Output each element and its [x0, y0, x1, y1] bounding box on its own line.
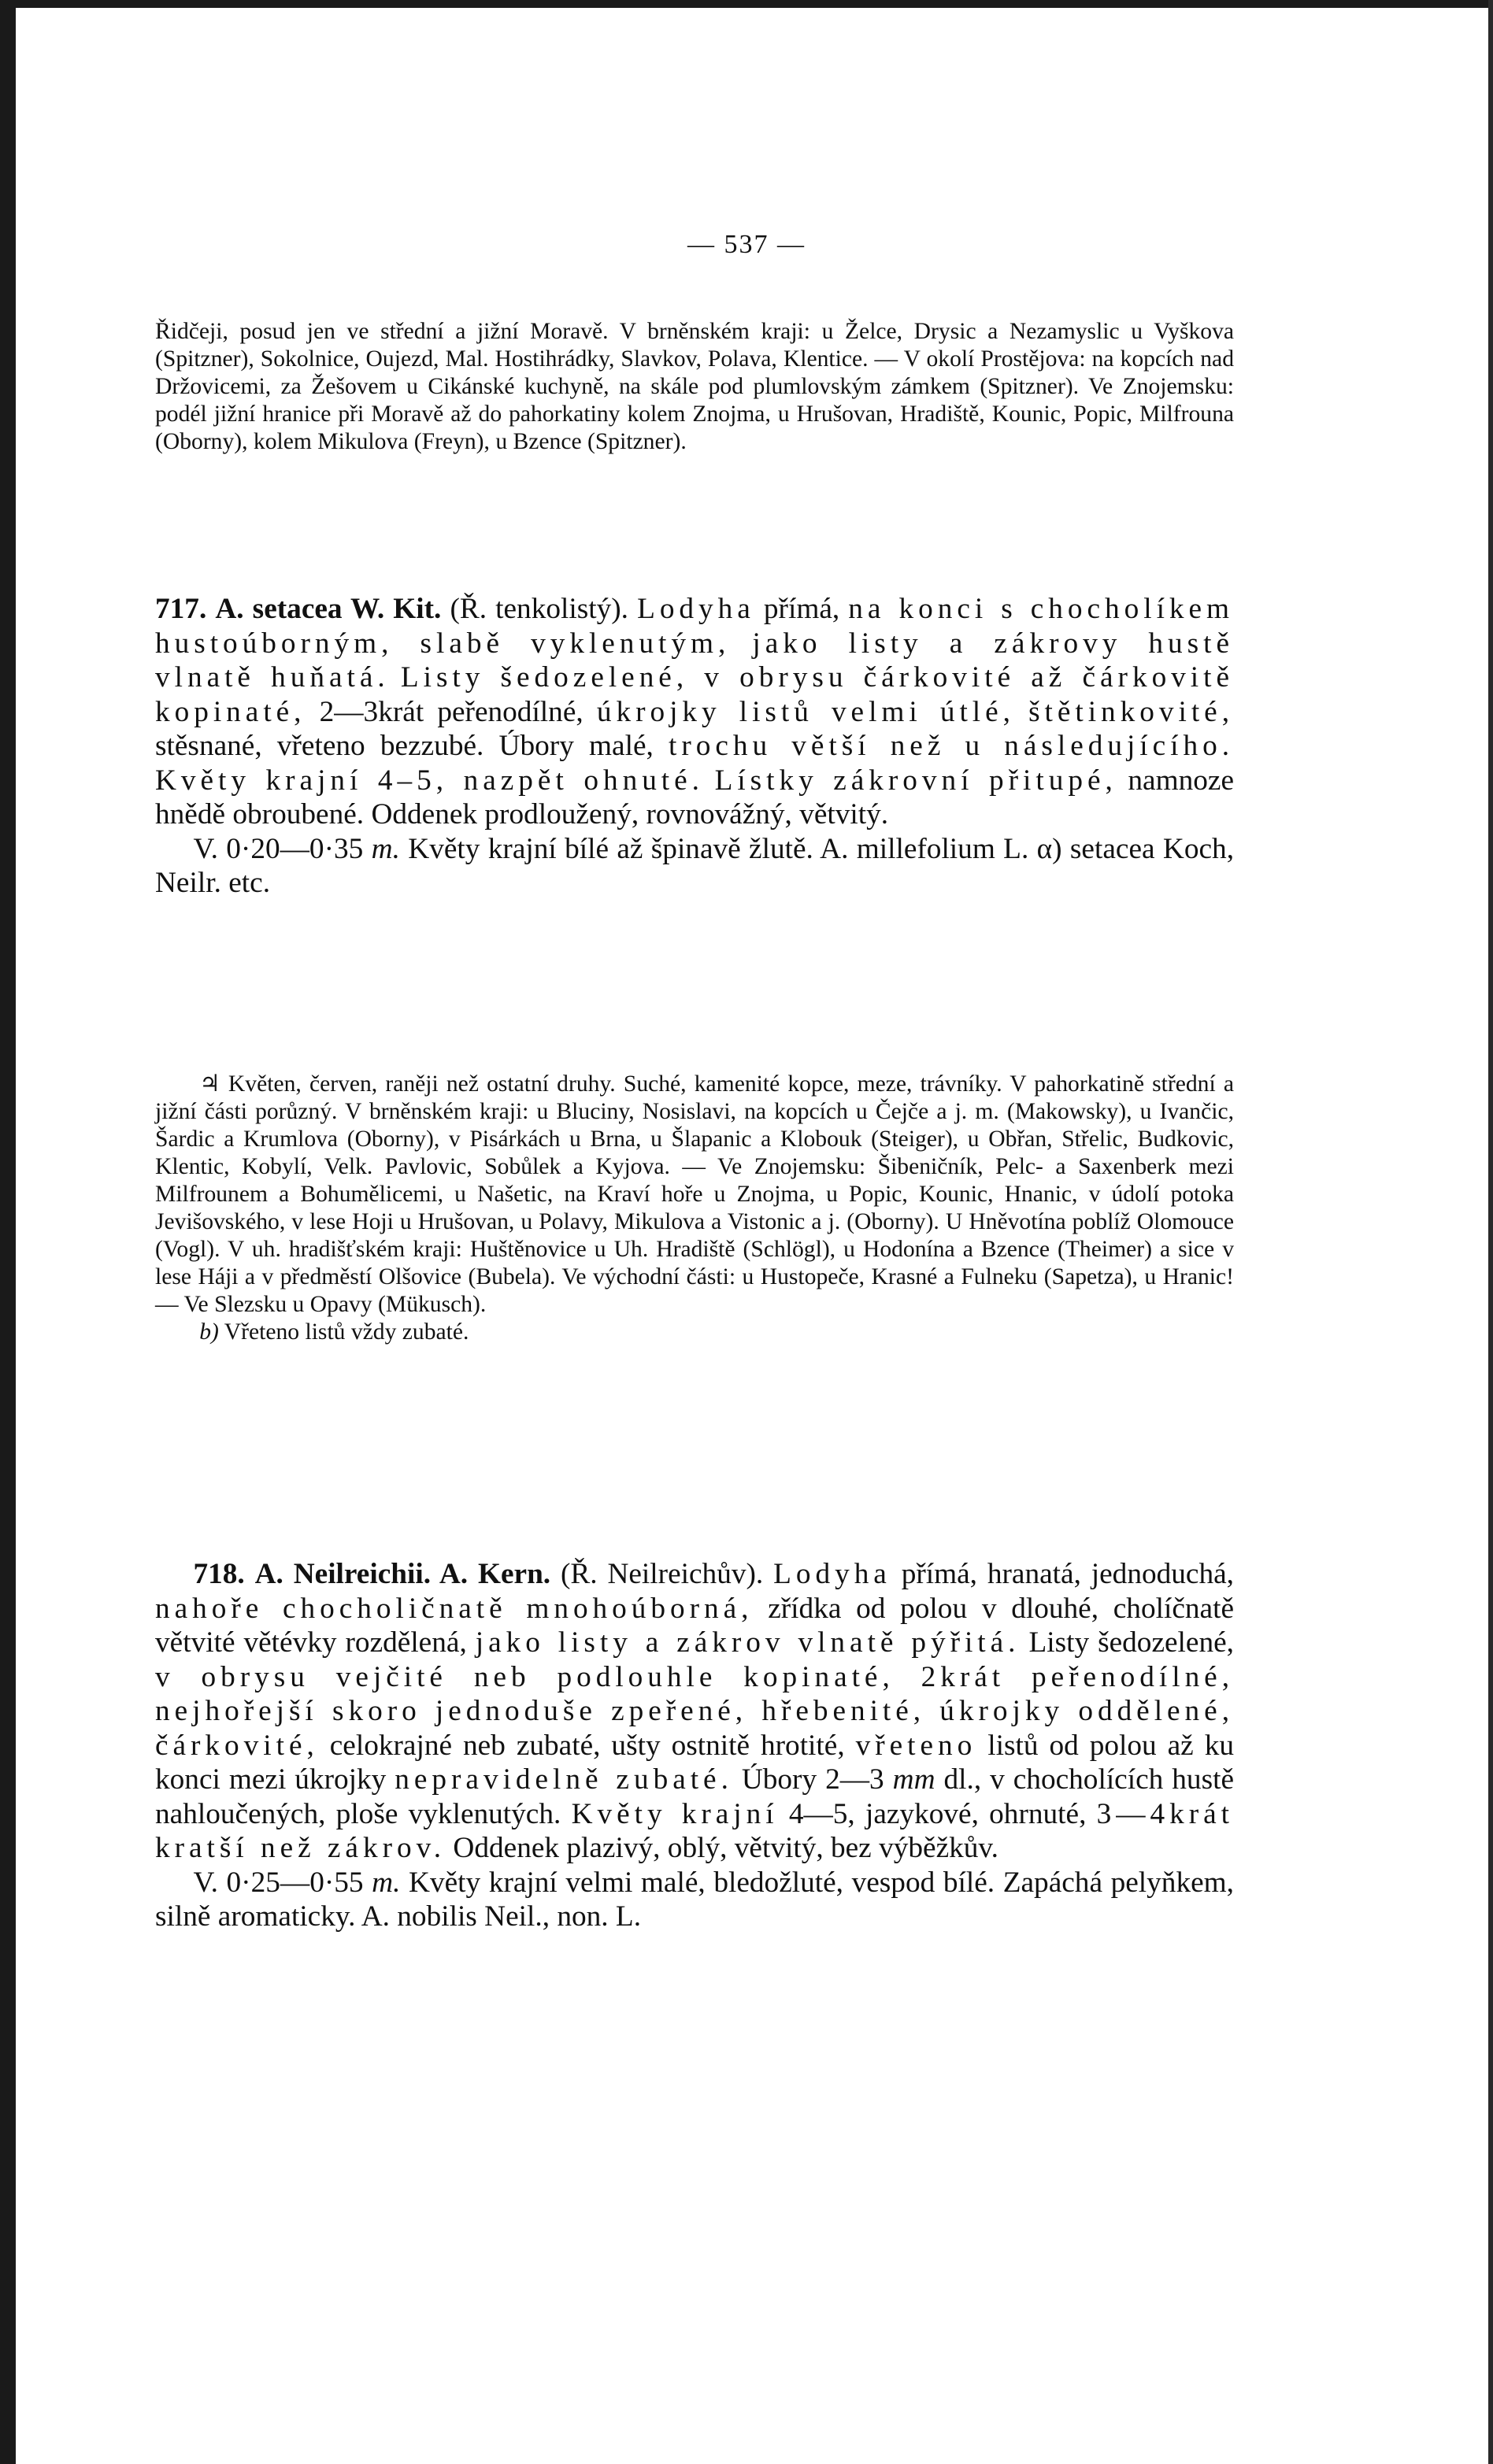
paragraph [155, 592, 1234, 832]
species-717-description [155, 592, 1234, 901]
species-name: A. setacea W. Kit. [215, 593, 442, 625]
paragraph [155, 1866, 1234, 1934]
text-span: Listy šedozelené, v obrysu čárkovité až čárkovitě kopinaté, [155, 661, 1234, 728]
unit: mm [892, 1763, 935, 1796]
species-name: A. Neilreichii. A. Kern. [254, 1558, 551, 1590]
text-span: listů od polou až ku konci mezi úkrojky [155, 1729, 1234, 1796]
text-span: nepravidelně zubaté. [395, 1763, 733, 1796]
text-span: Vřeteno listů vždy zubaté. [224, 1319, 469, 1345]
unit: m. [371, 832, 400, 865]
text-span: Lodyha [773, 1558, 891, 1590]
text-span: 2—3krát peřenodílné, [319, 695, 583, 728]
species-718-description [155, 1557, 1234, 1934]
text-span: úkrojky listů velmi útlé, [596, 695, 1015, 728]
common-name: (Ř. Neilreichův). [560, 1558, 764, 1590]
text-span: trochu větší než u následujícího. [669, 730, 1235, 762]
scan-edge-top [0, 0, 1493, 8]
paragraph [155, 1557, 1234, 1866]
text-span: Oddenek plazivý, oblý, větvitý, bez výběžkův. [453, 1832, 998, 1864]
common-name: (Ř. tenkolistý). [450, 593, 628, 625]
species-number: 717. [155, 593, 207, 625]
unit: m. [372, 1866, 401, 1899]
paragraph: ♃ Květen, červen, raněji než ostatní druhy. Suché, kamenité kopce, meze, trávníky. V pahorkatině střední a jižní části porůzný. V brněnském kraji: u Bluciny, Nosislavi, na kopcích u Čejče a j. m. (Makowsky), u Ivančic, Šardic a Krumlova (Oborny), v Pisárkách u Brna, u Šlapanic a Klobouk (Steiger), u Obřan, Střelic, Budkovic, Klentic, Kobylí, Velk. Pavlovic, Sobůlek a Kyjova. — Ve Znojemsku: Šibeničník, Pelc- a Saxenberk mezi Milfrounem a Bohumělicemi, u Našetic, na Kraví hoře u Znojma, u Popic, Kounic, Hnanic, v údolí potoka Jevišovského, v lese Hoji u Hrušovan, u Polavy, Mikulova a Vistonic a j. (Oborny). U Hněvotína poblíž Olomouce (Vogl). V uh. hradišťském kraji: Huštěnovice u Uh. Hradiště (Schlögl), u Hodonína a Bzence (Theimer) a sice v lese Háji a v předměstí Olšovice (Bubela). Ve východní části: u Hustopeče, Krasné a Fulneku (Sapetza), u Hranic! — Ve Slezsku u Opavy (Mükusch). [155, 1071, 1234, 1317]
text-span: α) setacea Koch, Neilr. etc. [155, 832, 1235, 899]
paragraph [155, 1319, 1234, 1346]
text-span: V. 0·25—0·55 [193, 1866, 364, 1899]
text-span: Listy šedozelené, [1028, 1626, 1234, 1659]
text-span: stěsnané, vřeteno bezzubé. [155, 730, 484, 762]
scan-edge-left [0, 0, 16, 2464]
page-number: — 537 — [687, 230, 806, 259]
scan-edge-right [1488, 0, 1493, 2464]
text-span: jako listy a zákrovy hustě vlnatě huňatá. [155, 627, 1234, 694]
text-span: 4—5, jazykové, ohrnuté, [788, 1797, 1087, 1830]
text-span: 3—4krát kratší než zákrov. [155, 1797, 1234, 1864]
species-717-distribution [155, 1071, 1234, 1346]
text-span: nahoře chocholičnatě mnohoúborná, [155, 1592, 754, 1625]
text-span: Lístky zákrovní přitupé, [714, 764, 1117, 797]
text-span: přímá, [763, 593, 840, 625]
text-span: jako listy a zákrov vlnatě pýřitá. [475, 1626, 1021, 1659]
text-span: Úbory malé, [498, 730, 654, 762]
distribution-continued [155, 318, 1234, 456]
text-span: v obrysu vejčité neb podlouhle kopinaté, 2krát peřenodílné, nejhořejší skoro jednoduše zpeřené, hřebenité, úkrojky oddělené, čárkovité, [155, 1660, 1234, 1762]
text-span: Lodyha [637, 593, 755, 625]
text-span: namnoze hnědě obroubené. Oddenek prodloužený, rovnovážný, větvitý. [155, 764, 1235, 831]
species-number: 718. [193, 1558, 245, 1590]
text-span: Květy krajní bílé až špinavě žlutě. A. millefolium L. [408, 832, 1029, 865]
text-span: Květy krajní velmi malé, bledožluté, vespod bílé. Zapáchá pelyňkem, silně aromaticky. A. nobilis Neil., non. L. [155, 1866, 1234, 1933]
text-span: vřeteno [855, 1729, 977, 1762]
text-span: přímá, hranatá, jednoduchá, [901, 1558, 1234, 1590]
paragraph: Řidčeji, posud jen ve střední a jižní Moravě. V brněnském kraji: u Želce, Drysic a Nezamyslic u Vyškova (Spitzner), Sokolnice, Oujezd, Mal. Hostihrádky, Slavkov, Polava, Klentice. — V okolí Prostějova: na kopcích nad Držovicemi, za Žešovem u Cikánské kuchyně, na skále pod plumlovským zámkem (Spitzner). Ve Znojemsku: podél jižní hranice při Moravě až do pahorkatiny kolem Znojma, u Hrušovan, Hradiště, Kounic, Popic, Milfrouna (Oborny), kolem Mikulova (Freyn), u Bzence (Spitzner). [155, 319, 1234, 454]
text-span: Úbory 2—3 [741, 1763, 884, 1796]
text-span: Květy krajní [571, 1797, 779, 1830]
text-span: zřídka od polou v dlouhé, cholíčnatě větvité větévky rozdělená, [155, 1592, 1234, 1659]
text-span: V. 0·20—0·35 [193, 832, 364, 865]
variety-label: b) [199, 1319, 219, 1345]
text-span: na konci s chocholíkem hustoúborným, slabě vyklenutým, [155, 593, 1235, 660]
paragraph [155, 832, 1234, 901]
text-span: celokrajné neb zubaté, ušty ostnitě hrotité, [329, 1729, 845, 1762]
text-span: štětinkovité, [1028, 695, 1234, 728]
text-span: Květy krajní 4–5, nazpět ohnuté. [155, 764, 704, 797]
text-span: dl., v chocholících hustě nahloučených, ploše vyklenutých. [155, 1763, 1234, 1830]
